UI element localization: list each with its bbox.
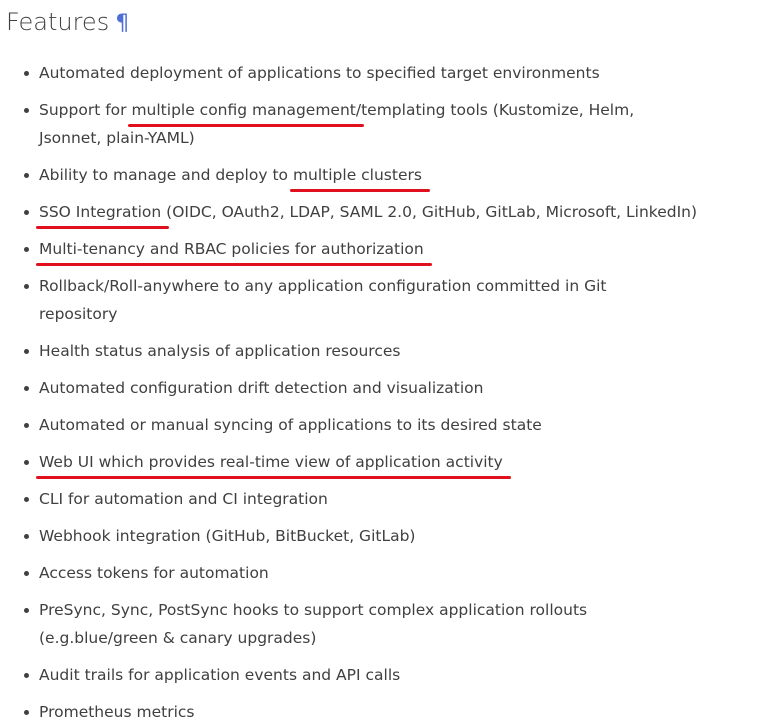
list-item (39, 59, 767, 87)
list-item-text: CLI for automation and CI integration (39, 490, 328, 508)
list-item (39, 96, 767, 152)
list-item-text: Webhook integration (GitHub, BitBucket, GitLab) (39, 527, 416, 545)
highlighted-phrase: Multi-tenancy and RBAC policies for authorization (39, 235, 424, 263)
highlighted-phrase: multiple config management (131, 96, 355, 124)
list-item-text: Audit trails for application events and API calls (39, 666, 401, 684)
permalink-anchor-icon[interactable]: ¶ (115, 11, 130, 36)
highlighted-phrase: Web UI which provides real-time view of application activity (39, 448, 503, 476)
highlighted-phrase: SSO Integration (39, 198, 161, 226)
list-item-text: Ability to manage and deploy to (39, 166, 293, 184)
list-item (39, 411, 767, 439)
list-item (39, 698, 767, 726)
list-item-text: Automated configuration drift detection and visualization (39, 379, 484, 397)
list-item-text: Access tokens for automation (39, 564, 269, 582)
highlighted-phrase: multiple clusters (293, 161, 422, 189)
list-item (39, 559, 767, 587)
list-item-text: Automated or manual syncing of applications to its desired state (39, 416, 542, 434)
list-item (39, 596, 767, 652)
list-item (39, 522, 767, 550)
list-item-text: Automated deployment of applications to specified target environments (39, 64, 600, 82)
list-item-text: Health status analysis of application resources (39, 342, 401, 360)
section-heading (6, 6, 129, 40)
list-item-text: /templating tools (Kustomize, Helm, (355, 101, 635, 119)
section-title: Features (6, 8, 110, 36)
list-item (39, 198, 767, 226)
list-item (39, 485, 767, 513)
list-item-text: Rollback/Roll-anywhere to any application configuration committed in Git (39, 277, 607, 295)
list-item-text: Support for (39, 101, 132, 119)
list-item-text: PreSync, Sync, PostSync hooks to support complex application rollouts (39, 601, 588, 619)
list-item-text: Jsonnet, plain-YAML) (39, 129, 195, 147)
list-item (39, 661, 767, 689)
list-item (39, 337, 767, 365)
list-item (39, 448, 767, 476)
list-item (39, 374, 767, 402)
list-item-text: repository (39, 305, 118, 323)
list-item-text: (e.g.blue/green & canary upgrades) (39, 629, 317, 647)
list-item (39, 272, 767, 328)
list-item (39, 235, 767, 263)
list-item-text: (OIDC, OAuth2, LDAP, SAML 2.0, GitHub, GitLab, Microsoft, LinkedIn) (161, 203, 698, 221)
list-item (39, 161, 767, 189)
list-item-text: Prometheus metrics (39, 703, 195, 721)
